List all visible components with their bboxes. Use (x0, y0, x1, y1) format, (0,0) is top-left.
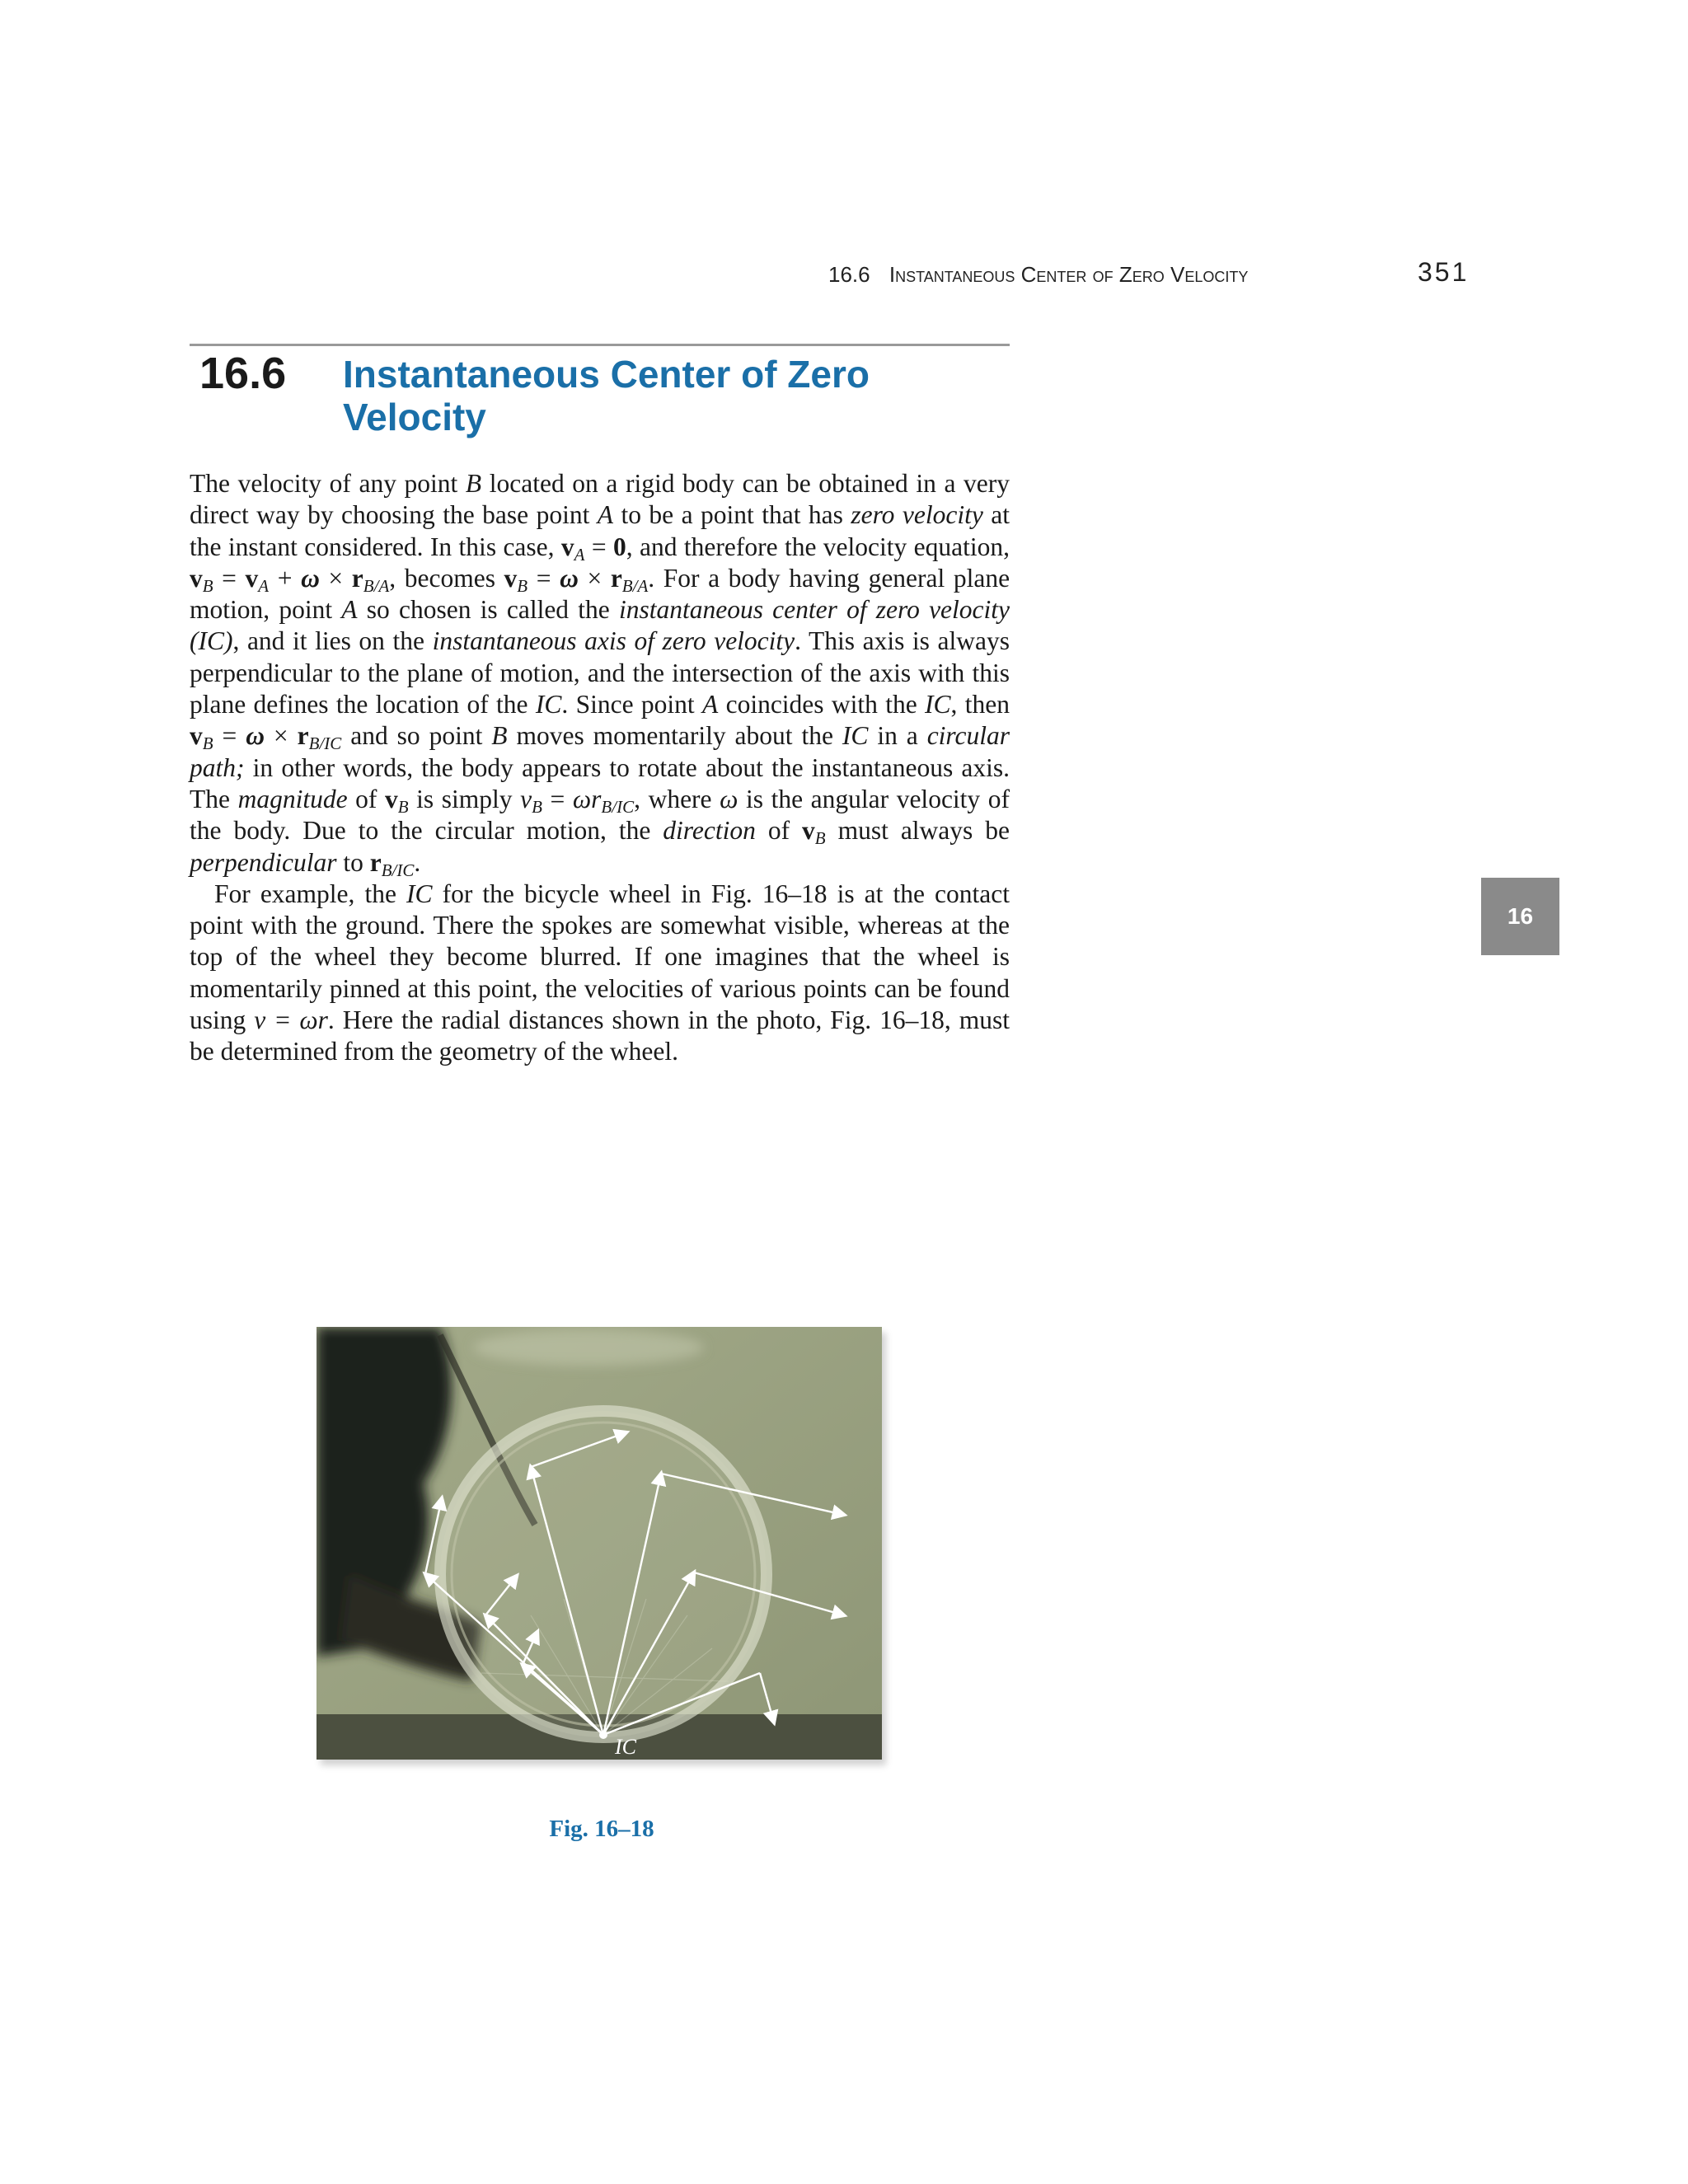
section-rule (190, 344, 1010, 346)
body-text (190, 468, 1010, 1068)
figure-caption: Fig. 16–18 (549, 1816, 654, 1842)
bicycle-wheel-photo (316, 1327, 882, 1760)
running-head-title: Instantaneous Center of Zero Velocity (889, 262, 1249, 287)
chapter-tab: 16 (1481, 878, 1559, 955)
running-head (828, 262, 1306, 288)
paragraph: For example, the IC for the bicycle wheel in Fig. 16–18 is at the contact point with the ground. There the spokes are somewhat visible, whereas at the top of the wheel they become blurred. If one imagines that the wheel is momentarily pinned at this point, the velocities of various points can be found using v = ωr. Here the radial distances shown in the photo, Fig. 16–18, must be determined from the geometry of the wheel. (190, 879, 1010, 1066)
ic-label: IC (615, 1735, 636, 1759)
running-head-section: 16.6 (828, 262, 870, 287)
section-title: Instantaneous Center of Zero Velocity (343, 353, 870, 438)
page-number: 351 (1418, 257, 1470, 287)
paragraph: The velocity of any point B located on a rigid body can be obtained in a very direct way by choosing the base point A to be a point that has zero velocity at the instant considered. In this case, $v_A = 0$, and therefore the velocity equation, $v_B = v_A + \omega \times r_{B/A}$, becomes $v_B = \omega \times r_{B/A}$. For a body having general plane motion, point A so chosen is called the instantaneous center of zero velocity (IC), and it lies on the instantaneous axis of zero velocity. This axis is always perpendicular to the plane of motion, and the intersection of the axis with this plane defines the location of the IC. Since point A coincides with the IC, then $v_B = \omega \times r_{B/IC}$ and so point B moves momentarily about the IC in a circular path; in other words, the body appears to rotate about the instantaneous axis. The magnitude of $v_B$ is simply $v_B = \omega r_{B/IC}$, where ω is the angular velocity of the body. Due to the circular motion, the direction of $v_B$ must always be perpendicular to $r_{B/IC}$. (190, 469, 1010, 880)
section-number: 16.6 (199, 349, 287, 398)
